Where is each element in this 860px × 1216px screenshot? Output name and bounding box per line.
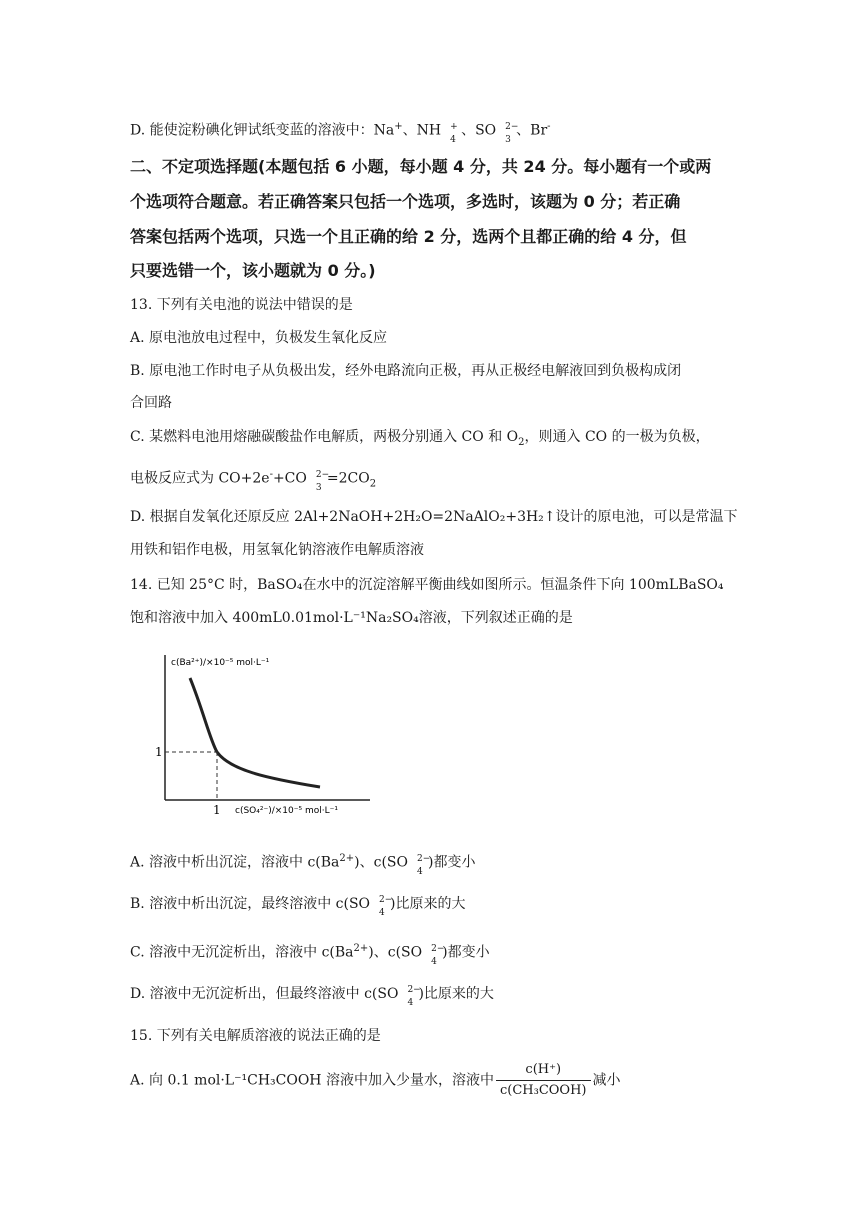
q13-option-b-line2: 合回路 [130,395,172,411]
q14-stem-line1: 14. 已知 25°C 时，BaSO₄在水中的沉淀溶解平衡曲线如图所示。恒温条件下向 100mLBaSO₄ [130,577,724,593]
section2-line3: 答案包括两个选项，只选一个且正确的给 2 分，选两个且都正确的给 4 分，但 [130,227,687,246]
sup: 2− [417,853,431,864]
y-tick-label: 1 [155,745,163,759]
q13-option-a: A. 原电池放电过程中，负极发生氧化反应 [130,330,388,346]
sub: 2 [369,478,377,490]
sup: 2− [431,943,445,954]
sup: - [269,469,273,480]
q13-option-c-line1 [130,427,710,453]
text: A. 溶液中析出沉淀，溶液中 c(Ba [130,854,340,871]
q13-option-d-line1: D. 根据自发氧化还原反应 2Al+2NaOH+2H₂O=2NaAlO₂+3H₂↑设计的原电池，可以是常温下 [130,509,738,525]
q12-option-d [130,117,551,145]
text: D. 溶液中无沉淀析出，但最终溶液中 c(SO [130,986,399,1002]
sup: 2− [379,895,393,905]
sub: 2 [518,436,525,448]
ion-so4 [398,984,421,1008]
text: D. 能使淀粉碘化钾试纸变蓝的溶液中：Na [130,122,395,139]
sup: - [547,121,551,132]
sup: 2− [407,985,421,995]
sup: + [450,121,458,132]
section2-line4: 只要选错一个，该小题就为 0 分。) [130,261,376,280]
sub: 3 [315,482,322,493]
sup: 2+ [353,943,369,954]
q13-stem: 13. 下列有关电池的说法中错误的是 [130,297,353,313]
sub: 4 [407,998,414,1008]
ion-nh4 [441,121,461,145]
q13-option-d-line2: 用铁和铝作电极，用氢氧化钠溶液作电解质溶液 [130,542,424,558]
sup: + [394,121,403,132]
q14-option-d [130,984,494,1008]
text: )都变小 [428,854,476,871]
text: 减小 [592,1072,621,1089]
text: +CO [272,470,307,487]
ion-so3 [496,121,519,145]
q15-stem: 15. 下列有关电解质溶液的说法正确的是 [130,1028,381,1044]
q15-option-a [130,1060,621,1101]
sub: 4 [379,908,385,918]
text: =2CO [326,470,370,487]
text: )、c(SO [368,944,423,961]
sup: 2− [315,469,330,480]
section2-line1: 二、不定项选择题(本题包括 6 小题，每小题 4 分，共 24 分。每小题有一个或两 [130,157,712,176]
text: A. 向 0.1 mol·L⁻¹CH₃COOH 溶液中加入少量水，溶液中 [130,1072,494,1089]
text: )比原来的大 [390,896,466,912]
sub: 3 [505,134,511,145]
text: C. 某燃料电池用熔融碳酸盐作电解质，两极分别通入 CO 和 O [130,429,519,445]
q14-option-b [130,894,466,918]
ratio-fraction [496,1060,591,1101]
equilibrium-curve [190,678,320,787]
fraction-numerator: c(H⁺) [496,1060,591,1081]
q14-option-a [130,849,476,877]
y-axis-label: c(Ba²⁺)/×10⁻⁵ mol·L⁻¹ [171,658,270,668]
sub: 4 [450,134,456,145]
sup: 2− [505,121,519,132]
solubility-curve-graph [155,650,375,825]
text: 、NH [402,122,442,139]
text: )都变小 [442,944,490,961]
x-axis-label: c(SO₄²⁻)/×10⁻⁵ mol·L⁻¹ [235,806,338,816]
section2-line2: 个选项符合题意。若正确答案只包括一个选项，多选时，该题为 0 分；若正确 [130,192,681,211]
sub: 4 [431,956,437,967]
text: ，则通入 CO 的一极为负极， [524,429,710,445]
sub: 4 [417,866,423,877]
q14-stem-line2: 饱和溶液中加入 400mL0.01mol·L⁻¹Na₂SO₄溶液，下列叙述正确的是 [130,610,573,626]
text: )比原来的大 [418,986,494,1002]
ion-so4 [422,943,445,967]
text: 、Br [516,122,548,139]
text: )、c(SO [354,854,408,871]
text: C. 溶液中无沉淀析出，溶液中 c(Ba [130,944,354,961]
sup: 2+ [339,853,355,864]
q14-option-c [130,939,490,967]
ion-so4 [370,894,393,918]
ion-co3 [307,469,330,493]
ion-so4 [408,853,431,877]
text: B. 溶液中析出沉淀，最终溶液中 c(SO [130,896,371,912]
q13-option-b-line1: B. 原电池工作时电子从负极出发，经外电路流向正极，再从正极经电解液回到负极构成闭 [130,363,682,379]
fraction-denominator: c(CH₃COOH) [499,1083,587,1098]
text: 、SO [461,122,497,139]
q13-option-c-line2 [130,465,376,494]
x-tick-label: 1 [213,803,221,817]
text: 电极反应式为 CO+2e [130,470,270,487]
